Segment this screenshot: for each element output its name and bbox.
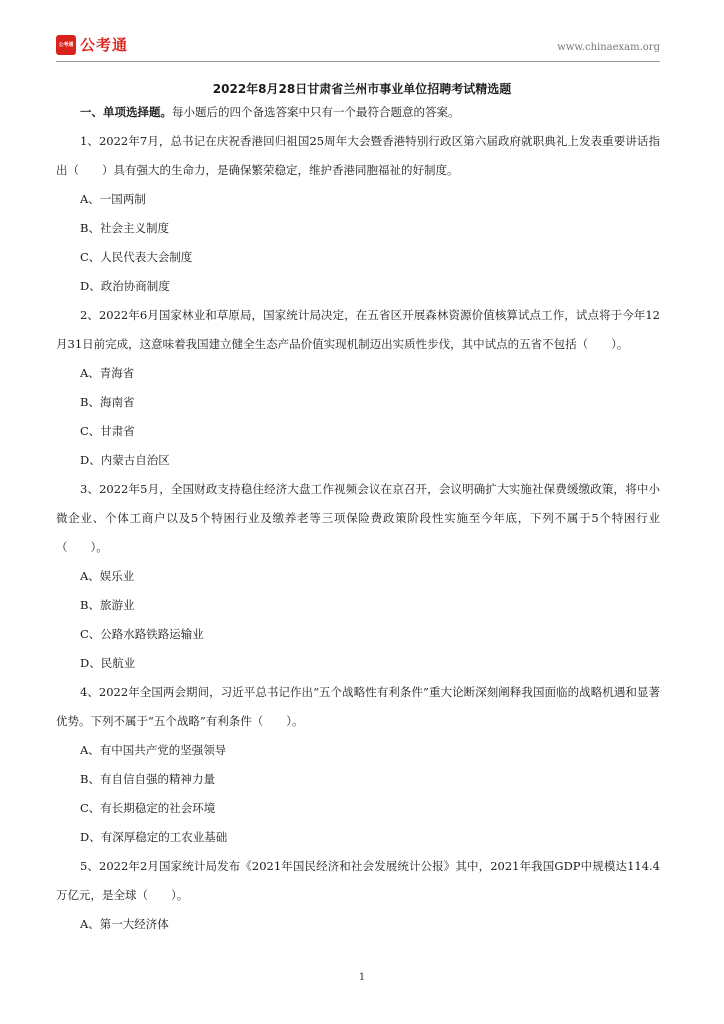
page-header xyxy=(56,34,660,64)
section-heading xyxy=(56,98,660,127)
option-c: C、公路水路铁路运输业 xyxy=(80,627,204,641)
option-b: B、社会主义制度 xyxy=(80,221,169,235)
option-d: D、有深厚稳定的工农业基础 xyxy=(80,830,228,844)
option-a: A、有中国共产党的坚强领导 xyxy=(80,743,227,757)
question-stem: 1、2022年7月，总书记在庆祝香港回归祖国25周年大会暨香港特别行政区第六届政府就职典礼上发表重要讲话指出（ ）具有强大的生命力，是确保繁荣稳定，维护香港同胞福祉的好制度。 xyxy=(56,134,660,177)
question-stem: 5、2022年2月国家统计局发布《2021年国民经济和社会发展统计公报》其中，2021年我国GDP中规模达114.4万亿元，是全球（ ）。 xyxy=(56,859,660,902)
option-b: B、有自信自强的精神力量 xyxy=(80,772,215,786)
question-stem: 3、2022年5月，全国财政支持稳住经济大盘工作视频会议在京召开，会议明确扩大实施社保费缓缴政策，将中小微企业、个体工商户以及5个特困行业及缴养老等三项保险费政策阶段性实施至今年底，下列不属于5个特困行业（ ）。 xyxy=(56,482,660,554)
option-c: C、有长期稳定的社会环境 xyxy=(80,801,216,815)
option-a: A、青海省 xyxy=(80,366,135,380)
question-4 xyxy=(56,678,660,852)
logo-text: 公考通 xyxy=(80,36,129,54)
logo xyxy=(56,34,128,55)
option-d: D、政治协商制度 xyxy=(80,279,170,293)
section-title: 一、单项选择题。 xyxy=(80,105,172,119)
question-3 xyxy=(56,475,660,678)
option-b: B、旅游业 xyxy=(80,598,135,612)
option-c: C、人民代表大会制度 xyxy=(80,250,193,264)
document-title: 2022年8月28日甘肃省兰州市事业单位招聘考试精选题 xyxy=(212,82,512,96)
document-body xyxy=(56,98,660,939)
question-1 xyxy=(56,127,660,301)
option-d: D、内蒙古自治区 xyxy=(80,453,170,467)
option-a: A、娱乐业 xyxy=(80,569,135,583)
option-a: A、第一大经济体 xyxy=(80,917,169,931)
option-b: B、海南省 xyxy=(80,395,135,409)
question-stem: 2、2022年6月国家林业和草原局，国家统计局决定，在五省区开展森林资源价值核算试点工作，试点将于今年12月31日前完成，这意味着我国建立健全生态产品价值实现机制迈出实质性步伐，其中试点的五省不包括（ ）。 xyxy=(56,308,660,351)
option-d: D、民航业 xyxy=(80,656,136,670)
question-5 xyxy=(56,852,660,939)
site-url[interactable]: www.chinaexam.org xyxy=(557,42,660,53)
page-number: 1 xyxy=(358,972,366,983)
option-c: C、甘肃省 xyxy=(80,424,135,438)
logo-badge-icon: 公考通 xyxy=(56,35,76,55)
header-divider xyxy=(56,61,660,62)
option-a: A、一国两制 xyxy=(80,192,146,206)
question-stem: 4、2022年全国两会期间，习近平总书记作出“五个战略性有利条件”重大论断深刻阐释我国面临的战略机遇和显著优势。下列不属于“五个战略”有利条件（ ）。 xyxy=(56,685,660,728)
question-2 xyxy=(56,301,660,475)
section-instruction: 每小题后的四个备选答案中只有一个最符合题意的答案。 xyxy=(172,105,460,119)
